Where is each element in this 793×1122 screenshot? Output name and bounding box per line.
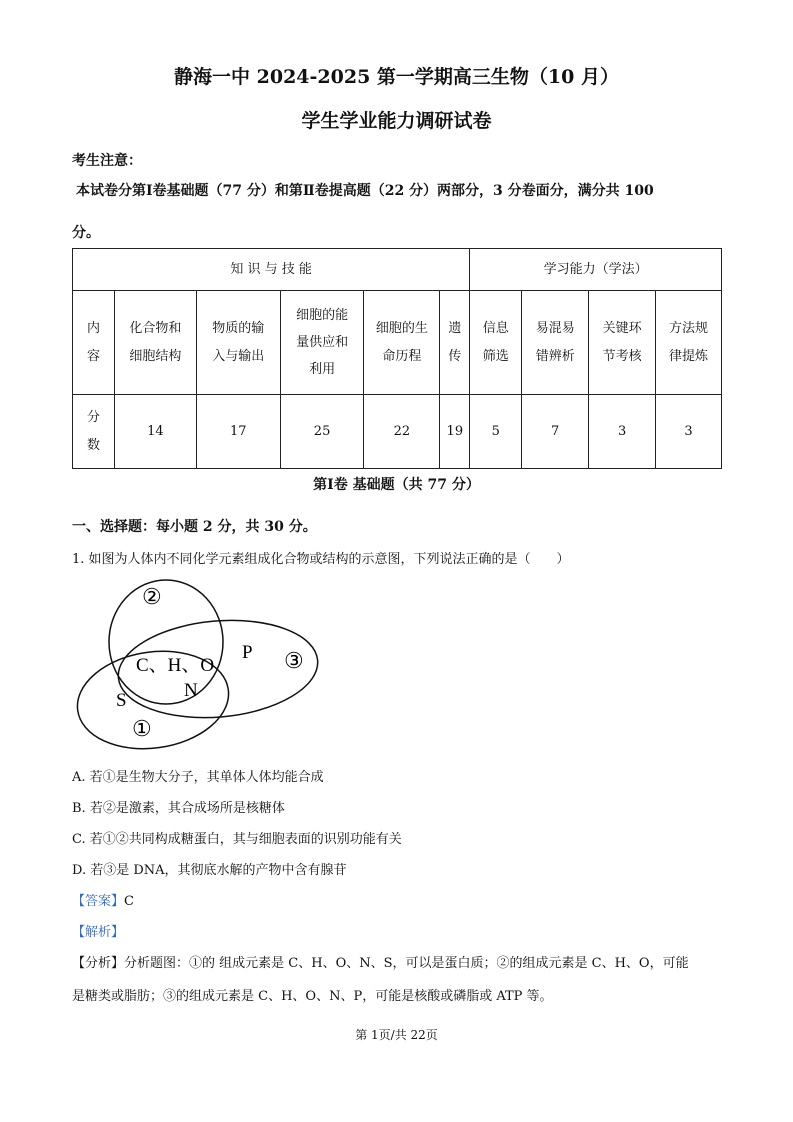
table-row-label-content: 内容 [73,291,115,395]
option-d: D. 若③是 DNA，其彻底水解的产物中含有腺苷 [72,863,347,878]
table-group-knowledge: 知 识 与 技 能 [73,249,470,291]
table-score-cell: 7 [522,395,589,469]
table-score-cell: 19 [440,395,470,469]
label-circle-2: ② [142,585,162,610]
table-row-label-score: 分数 [73,395,115,469]
score-distribution-table [72,248,722,469]
label-s: S [116,690,127,711]
label-circle-3: ③ [284,649,304,674]
label-cho: C、H、O [136,655,215,676]
option-c: C. 若①②共同构成糖蛋白，其与细胞表面的识别功能有关 [72,832,402,847]
table-score-cell: 17 [196,395,280,469]
table-header-cell: 信息筛选 [470,291,522,395]
section-title: 第Ⅰ卷 基础题（共 77 分） [313,477,480,493]
notice-heading: 考生注意： [72,153,142,169]
analysis-text-1: 分析题图：①的 组成元素是 C、H、O、N、S，可以是蛋白质；②的组成元素是 C、H、O，可能 [124,956,689,971]
table-group-ability: 学习能力（学法） [470,249,722,291]
page-footer: 第 1页/共 22页 [355,1028,438,1042]
table-header-cell: 细胞的能量供应和利用 [280,291,364,395]
exam-subtitle: 学生学业能力调研试卷 [301,110,492,132]
label-p: P [242,642,253,663]
table-header-cell: 遗传 [440,291,470,395]
label-circle-1: ① [132,717,152,742]
option-b: B. 若②是激素，其合成场所是核糖体 [72,801,285,816]
table-score-cell: 3 [656,395,722,469]
answer-value: C [124,894,134,909]
analysis-tag: 【解析】 [72,925,125,940]
question-stem: 1. 如图为人体内不同化学元素组成化合物或结构的示意图，下列说法正确的是（ ） [72,552,570,567]
table-header-cell: 化合物和细胞结构 [114,291,196,395]
table-header-cell: 关键环节考核 [589,291,656,395]
exam-title: 静海一中 2024-2025 第一学期高三生物（10 月） [174,66,619,88]
analysis-line-1 [72,952,689,971]
table-header-cell: 物质的输入与输出 [196,291,280,395]
table-score-cell: 3 [589,395,656,469]
label-n: N [184,680,198,701]
part-title: 一、选择题：每小题 2 分，共 30 分。 [72,519,317,535]
circle-2 [109,580,223,704]
table-score-cell: 22 [364,395,440,469]
table-header-cell: 细胞的生命历程 [364,291,440,395]
table-header-cell: 易混易错辨析 [522,291,589,395]
table-score-cell: 5 [470,395,522,469]
table-score-cell: 14 [114,395,196,469]
analysis-line-2: 是糖类或脂肪；③的组成元素是 C、H、O、N、P，可能是核酸或磷脂或 ATP 等。 [72,989,553,1004]
table-score-cell: 25 [280,395,364,469]
element-venn-diagram [72,576,332,752]
answer-tag: 【答案】 [72,894,125,909]
option-a: A. 若①是生物大分子，其单体人体均能合成 [72,770,324,785]
notice-text-line1: 本试卷分第Ⅰ卷基础题（77 分）和第Ⅱ卷提高题（22 分）两部分，3 分卷面分，满分共 100 [76,183,654,199]
answer-line [72,890,134,909]
notice-text-line2: 分。 [72,225,100,241]
table-header-cell: 方法规律提炼 [656,291,722,395]
analysis-prefix: 【分析】 [72,956,125,971]
